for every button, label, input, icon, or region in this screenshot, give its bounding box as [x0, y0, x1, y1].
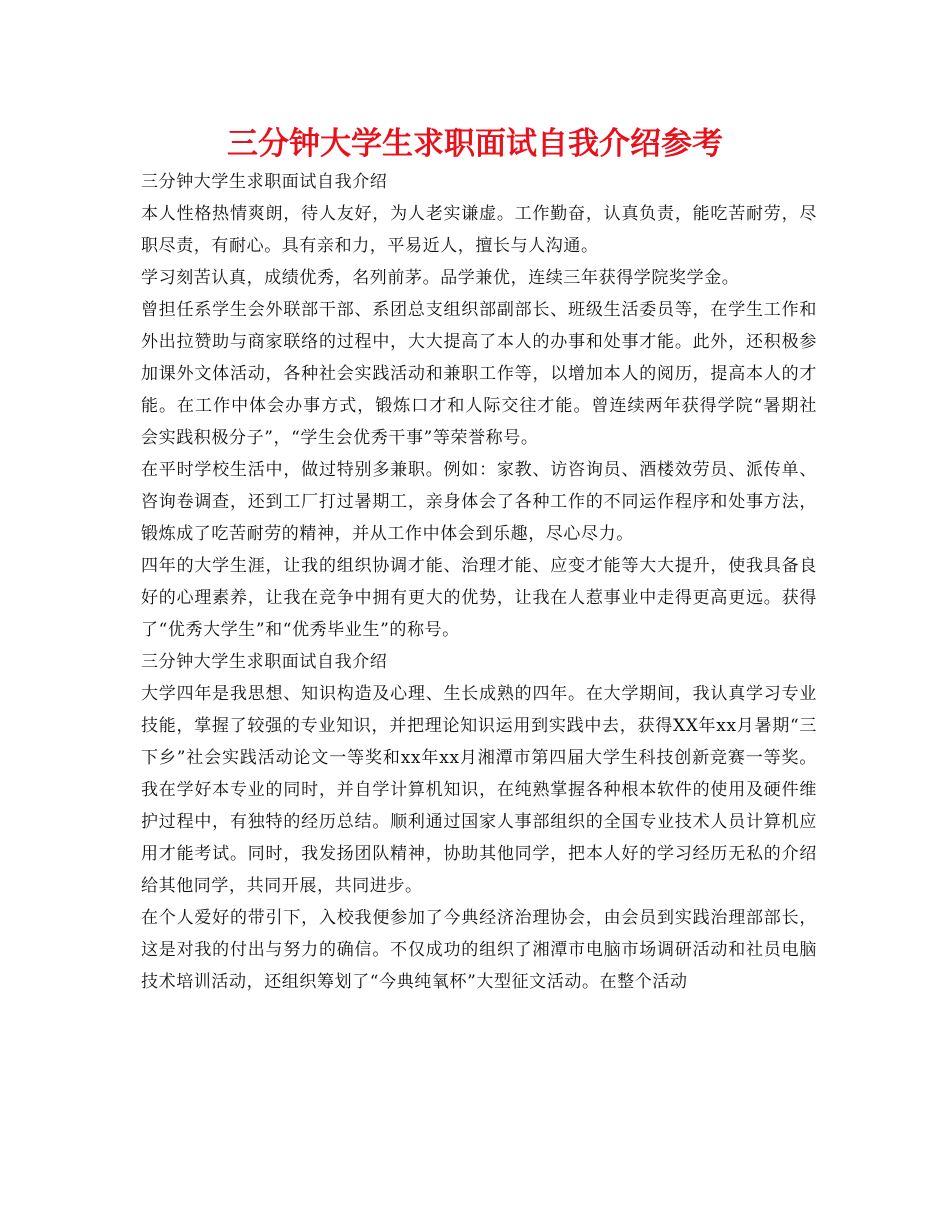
paragraph: 四年的大学生涯，让我的组织协调才能、治理才能、应变才能等大大提升，使我具备良好的心理素养，让我在竞争中拥有更大的优势，让我在人惹事业中走得更高更远。获得了“优秀大学生”和“优秀毕业生”的称号。 [141, 556, 817, 640]
section-heading: 三分钟大学生求职面试自我介绍 [141, 652, 388, 672]
paragraph: 学习刻苦认真，成绩优秀，名列前茅。品学兼优，连续三年获得学院奖学金。 [141, 268, 740, 288]
document-title: 三分钟大学生求职面试自我介绍参考 [227, 126, 723, 162]
paragraph: 本人性格热情爽朗，待人友好，为人老实谦虚。工作勤奋，认真负责，能吃苦耐劳，尽职尽责，有耐心。具有亲和力，平易近人，擅长与人沟通。 [141, 204, 817, 256]
paragraph: 在个人爱好的带引下，入校我便参加了今典经济治理协会，由会员到实践治理部部长，这是对我的付出与努力的确信。不仅成功的组织了湘潭市电脑市场调研活动和社员电脑技术培训活动，还组织筹划了“今典纯氧杯”大型征文活动。在整个活动 [141, 908, 817, 992]
paragraph: 曾担任系学生会外联部干部、系团总支组织部副部长、班级生活委员等，在学生工作和外出拉赞助与商家联络的过程中，大大提高了本人的办事和处事才能。此外，还积极参加课外文体活动，各种社会实践活动和兼职工作等，以增加本人的阅历，提高本人的才能。在工作中体会办事方式，锻炼口才和人际交往才能。曾连续两年获得学院“暑期社会实践积极分子”，“学生会优秀干事”等荣誉称号。 [141, 300, 817, 448]
document-body [141, 166, 817, 998]
section-heading: 三分钟大学生求职面试自我介绍 [141, 172, 388, 192]
paragraph: 大学四年是我思想、知识构造及心理、生长成熟的四年。在大学期间，我认真学习专业技能，掌握了较强的专业知识，并把理论知识运用到实践中去，获得XX年xx月暑期“三下乡”社会实践活动论文一等奖和xx年xx月湘潭市第四届大学生科技创新竞赛一等奖。我在学好本专业的同时，并自学计算机知识，在纯熟掌握各种根本软件的使用及硬件维护过程中，有独特的经历总结。顺利通过国家人事部组织的全国专业技术人员计算机应用才能考试。同时，我发扬团队精神，协助其他同学，把本人好的学习经历无私的介绍给其他同学，共同开展，共同进步。 [141, 684, 817, 896]
paragraph: 在平时学校生活中，做过特别多兼职。例如：家教、访咨询员、酒楼效劳员、派传单、咨询卷调查，还到工厂打过暑期工，亲身体会了各种工作的不同运作程序和处事方法，锻炼成了吃苦耐劳的精神，并从工作中体会到乐趣，尽心尽力。 [141, 460, 817, 544]
